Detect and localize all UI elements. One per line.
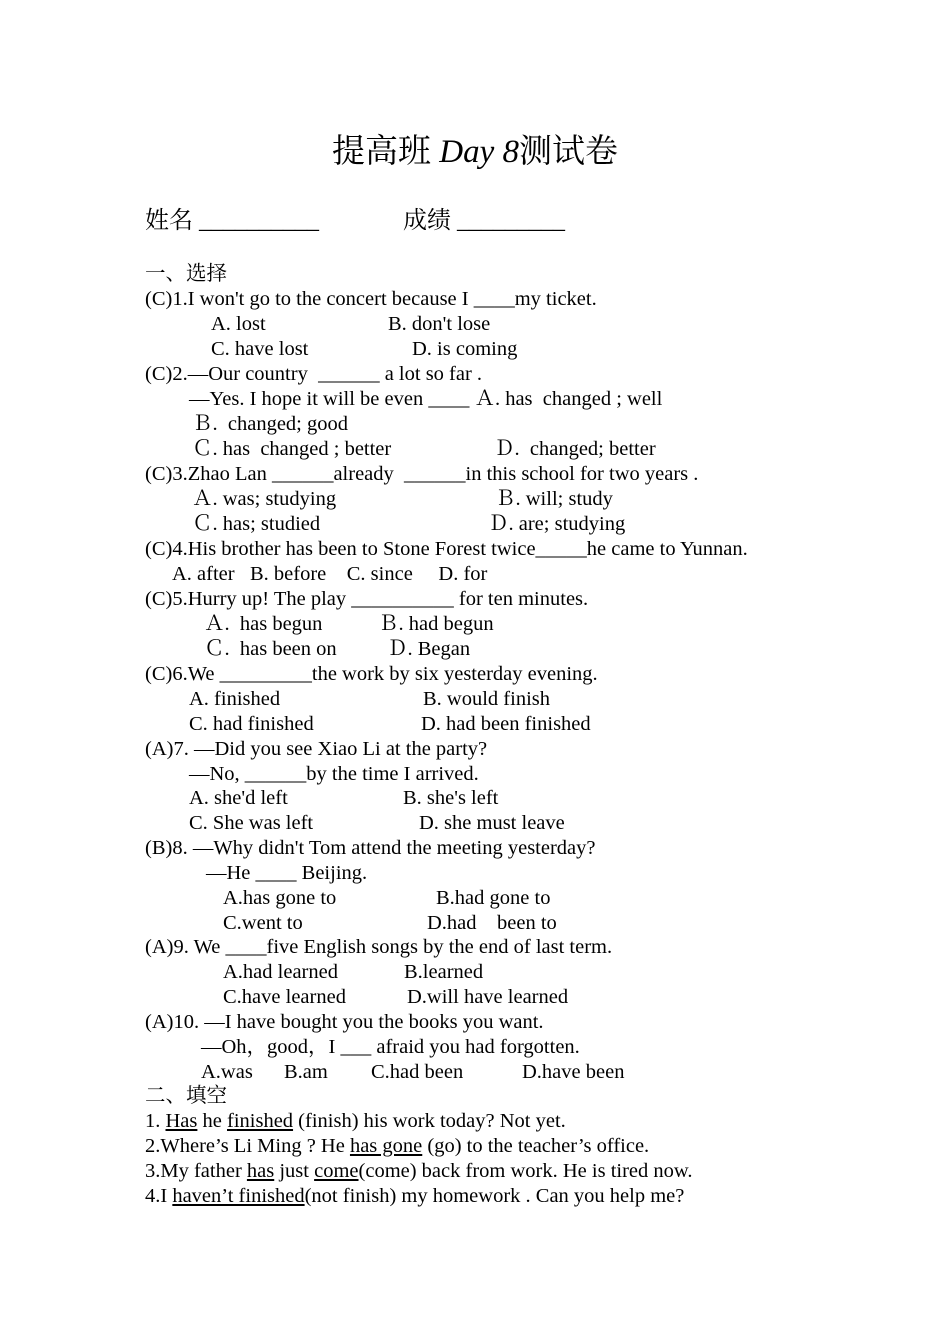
- fill-answer: Has: [165, 1110, 198, 1132]
- option-c: C.have learned: [223, 986, 346, 1008]
- option-d: D. she must leave: [419, 812, 565, 834]
- fill-text: (go) to the teacher’s office.: [422, 1135, 650, 1157]
- question-stem-reply: —No, ______by the time I arrived.: [189, 763, 479, 785]
- fill-item-4: [145, 1184, 684, 1209]
- option-d: D.have been: [522, 1061, 625, 1083]
- option-d: Ｄ. Began: [387, 638, 471, 660]
- question-stem: (C)3.Zhao Lan ______already ______in this school for two years .: [145, 463, 699, 485]
- option-c: Ｃ. has changed ; better: [192, 438, 392, 460]
- fill-text: he: [197, 1110, 227, 1132]
- option-a: A.was: [201, 1061, 253, 1083]
- question-stem: (C)5.Hurry up! The play __________ for ten minutes.: [145, 588, 589, 610]
- fill-text: (not finish) my homework . Can you help me?: [304, 1185, 685, 1207]
- option-a: A. finished: [189, 688, 281, 710]
- option-c: C. had finished: [189, 713, 314, 735]
- fill-item-3: [145, 1159, 692, 1184]
- fill-text: 2.Where’s Li Ming ? He: [145, 1135, 350, 1157]
- question-stem: (C)4.His brother has been to Stone Forest twice_____he came to Yunnan.: [145, 538, 748, 560]
- name-field: 姓名 __________: [145, 208, 319, 234]
- fill-text: (come) back from work. He is tired now.: [358, 1160, 693, 1182]
- option-a: Ａ. has begun: [204, 613, 323, 635]
- section-fill-heading: 二、填空: [145, 1085, 227, 1107]
- fill-text: (finish) his work today? Not yet.: [293, 1110, 566, 1132]
- fill-answer: come: [314, 1160, 359, 1182]
- option-a: Ａ. was; studying: [192, 488, 337, 510]
- option-b: B.am: [284, 1061, 328, 1083]
- question-stem: (C)1.I won't go to the concert because I ____my ticket.: [145, 288, 597, 310]
- option-c: Ｃ. has; studied: [192, 513, 321, 535]
- option-c: C. She was left: [189, 812, 314, 834]
- option-b: B. don't lose: [388, 313, 491, 335]
- fill-answer: finished: [227, 1110, 294, 1132]
- score-field: 成绩 _________: [403, 208, 565, 234]
- section-choice-heading: 一、选择: [145, 263, 227, 285]
- title-prefix: 提高班: [332, 134, 440, 170]
- option-b: B.had gone to: [436, 887, 551, 909]
- question-stem-reply: —He ____ Beijing.: [206, 862, 368, 884]
- title-day: Day 8: [439, 134, 519, 170]
- fill-text: just: [274, 1160, 315, 1182]
- question-stem: (A)10. —I have bought you the books you want.: [145, 1011, 544, 1033]
- question-stem-reply: —Yes. I hope it will be even ____ Ａ. has changed ; well: [189, 388, 663, 410]
- option-a: A.has gone to: [223, 887, 337, 909]
- question-stem: (C)6.We _________the work by six yesterday evening.: [145, 663, 598, 685]
- option-c: C. have lost: [211, 338, 309, 360]
- option-c: C.had been: [371, 1061, 464, 1083]
- fill-item-1: [145, 1109, 566, 1134]
- fill-answer: has gone: [349, 1135, 423, 1157]
- option-d: D. is coming: [412, 338, 518, 360]
- options-row: A. after B. before C. since D. for: [172, 563, 488, 585]
- fill-item-2: [145, 1134, 649, 1159]
- option-b: B. she's left: [403, 787, 499, 809]
- page-title: [0, 125, 950, 172]
- title-suffix: 测试卷: [518, 134, 618, 170]
- question-stem: (A)7. —Did you see Xiao Li at the party?: [145, 738, 488, 760]
- option-b: Ｂ. will; study: [495, 488, 613, 510]
- option-a: A.had learned: [223, 961, 338, 983]
- option-b: Ｂ. had begun: [378, 613, 494, 635]
- option-a: A. she'd left: [189, 787, 288, 809]
- fill-answer: has: [246, 1160, 275, 1182]
- question-stem: (B)8. —Why didn't Tom attend the meeting yesterday?: [145, 837, 596, 859]
- question-stem: (A)9. We ____five English songs by the end of last term.: [145, 936, 613, 958]
- option-d: Ｄ. changed; better: [494, 438, 656, 460]
- option-b: B.learned: [404, 961, 484, 983]
- option-a: A. lost: [211, 313, 266, 335]
- option-b: B. would finish: [423, 688, 550, 710]
- fill-answer: haven’t finished: [172, 1185, 305, 1207]
- fill-text: 1.: [145, 1110, 166, 1132]
- option-d: D.had been to: [427, 912, 557, 934]
- question-stem: (C)2.—Our country ______ a lot so far .: [145, 363, 483, 385]
- option-c: Ｃ. has been on: [204, 638, 337, 660]
- option-c: C.went to: [223, 912, 303, 934]
- question-stem-reply: —Oh，good，I ___ afraid you had forgotten.: [201, 1036, 580, 1058]
- option-d: D.will have learned: [407, 986, 569, 1008]
- fill-text: 4.I: [145, 1185, 173, 1207]
- option-d: Ｄ. are; studying: [488, 513, 626, 535]
- option-b: Ｂ. changed; good: [192, 413, 348, 435]
- option-d: D. had been finished: [421, 713, 591, 735]
- fill-text: 3.My father: [145, 1160, 247, 1182]
